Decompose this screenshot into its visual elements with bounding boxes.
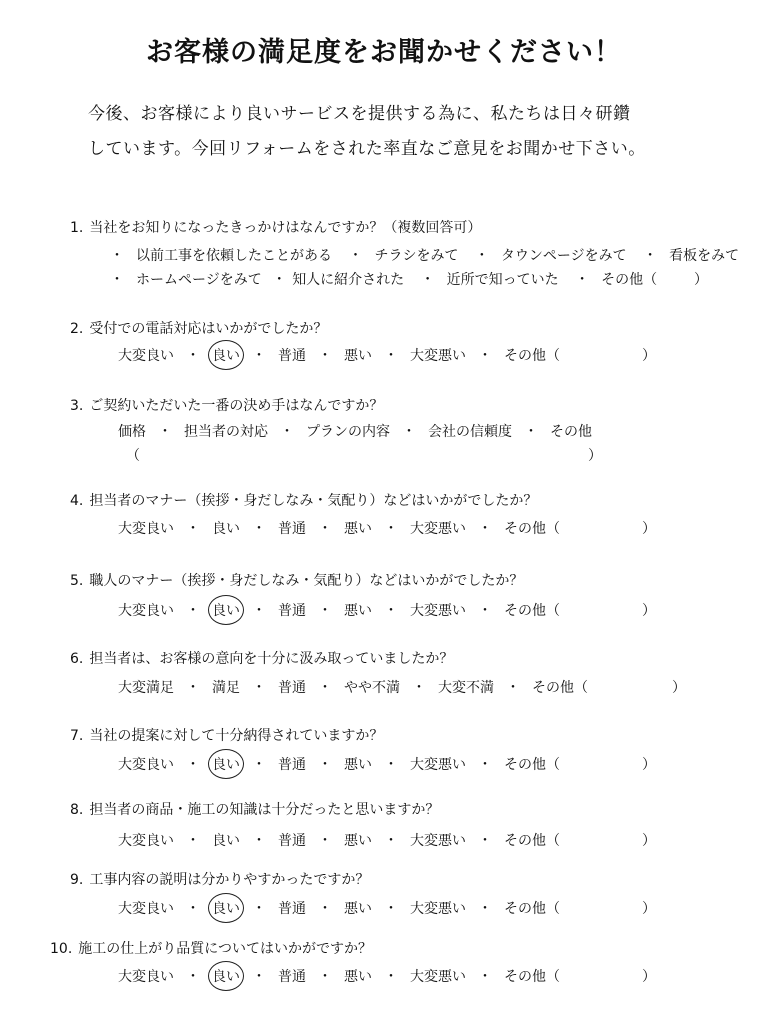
option-radio[interactable]: 大変悪い bbox=[410, 833, 466, 849]
paren-close: ） bbox=[642, 603, 656, 619]
option-other[interactable]: その他 bbox=[550, 424, 592, 440]
option-radio[interactable]: 普通 bbox=[278, 833, 306, 849]
question-text: 施工の仕上がり品質についてはいかがですか？ bbox=[78, 941, 372, 957]
option-radio[interactable]: 悪い bbox=[344, 833, 372, 849]
option-radio[interactable]: 良い bbox=[212, 521, 240, 537]
question-text: 担当者の商品・施工の知識は十分だったと思いますか？ bbox=[89, 802, 440, 818]
option-checkbox[interactable]: 看板をみて bbox=[669, 248, 740, 264]
question-number: 3. bbox=[70, 398, 84, 414]
question-number: 4. bbox=[70, 493, 84, 509]
option-radio[interactable]: 普通 bbox=[278, 603, 306, 619]
paren-close: ） bbox=[694, 272, 708, 288]
option-radio[interactable]: 大変悪い bbox=[410, 757, 466, 773]
option-radio[interactable]: 良い bbox=[212, 833, 240, 849]
option-radio[interactable]: 大変良い bbox=[118, 348, 174, 364]
option-checkbox-selected[interactable]: 担当者の対応 bbox=[184, 424, 268, 440]
option-radio[interactable]: 悪い bbox=[344, 757, 372, 773]
question-6 bbox=[70, 648, 453, 668]
question-text: 工事内容の説明は分かりやすかったですか？ bbox=[89, 872, 370, 888]
option-checkbox[interactable]: タウンページをみて bbox=[500, 248, 627, 264]
paren-close: ） bbox=[588, 448, 602, 464]
option-radio[interactable]: 大変良い bbox=[118, 901, 174, 917]
question-5 bbox=[70, 570, 523, 590]
question-number: 8. bbox=[70, 802, 84, 818]
option-radio[interactable]: 普通 bbox=[278, 680, 306, 696]
option-radio[interactable]: 悪い bbox=[344, 603, 372, 619]
option-radio[interactable]: 大変悪い bbox=[410, 521, 466, 537]
option-checkbox[interactable]: 近所で知っていた bbox=[446, 272, 559, 288]
paren-open: （ bbox=[126, 448, 140, 464]
option-radio-selected[interactable]: 大変良い bbox=[118, 521, 174, 537]
question-number: 9. bbox=[70, 872, 84, 888]
question-3-options: 価格 ・ 担当者の対応 ・ プランの内容 ・ 会社の信頼度 ・ その他 bbox=[118, 421, 592, 441]
paren-close: ） bbox=[642, 833, 656, 849]
paren-close: ） bbox=[642, 969, 656, 985]
option-radio[interactable]: 大変良い bbox=[118, 757, 174, 773]
option-radio[interactable]: 普通 bbox=[278, 969, 306, 985]
question-10-options: 大変良い ・ 良い ・ 普通 ・ 悪い ・ 大変悪い ・ その他（ bbox=[118, 966, 560, 986]
question-text: ご契約いただいた一番の決め手はなんですか？ bbox=[89, 398, 384, 414]
question-number: 1. bbox=[70, 220, 84, 236]
option-radio[interactable]: 大変満足 bbox=[118, 680, 174, 696]
question-1-options-row-2: ・ ホームページをみて ・ 知人に紹介された ・ 近所で知っていた ・ その他（ bbox=[98, 269, 657, 289]
question-number: 10. bbox=[50, 941, 73, 957]
option-radio[interactable]: 大変良い bbox=[118, 603, 174, 619]
question-10 bbox=[50, 938, 372, 958]
paren-close: ） bbox=[642, 348, 656, 364]
option-radio[interactable]: 大変良い bbox=[118, 969, 174, 985]
question-1 bbox=[70, 217, 481, 237]
question-text: 受付での電話対応はいかがでしたか？ bbox=[89, 321, 328, 337]
question-4 bbox=[70, 490, 537, 510]
question-9 bbox=[70, 869, 369, 889]
intro-line-2: しています。今回リフォームをされた率直なご意見をお聞かせ下さい。 bbox=[88, 139, 646, 159]
question-number: 6. bbox=[70, 651, 84, 667]
question-8 bbox=[70, 799, 439, 819]
paren-close: ） bbox=[642, 521, 656, 537]
question-9-options: 大変良い ・ 良い ・ 普通 ・ 悪い ・ 大変悪い ・ その他（ bbox=[118, 898, 560, 918]
option-radio[interactable]: 普通 bbox=[278, 901, 306, 917]
question-text: 担当者は、お客様の意向を十分に汲み取っていましたか？ bbox=[89, 651, 454, 667]
option-radio-selected[interactable]: 良い bbox=[212, 754, 240, 774]
option-other[interactable]: その他（ bbox=[532, 680, 588, 696]
question-number: 5. bbox=[70, 573, 84, 589]
option-radio[interactable]: 普通 bbox=[278, 757, 306, 773]
question-2-options: 大変良い ・ 良い ・ 普通 ・ 悪い ・ 大変悪い ・ その他（ bbox=[118, 345, 560, 365]
question-1-options-row-1: ・ 以前工事を依頼したことがある ・ チラシをみて ・ タウンページをみて ・ 看板をみて bbox=[98, 245, 739, 265]
option-checkbox[interactable]: 知人に紹介された bbox=[292, 272, 405, 288]
option-radio[interactable]: 大変悪い bbox=[410, 603, 466, 619]
option-other[interactable]: その他（ bbox=[504, 521, 560, 537]
question-text: 職人のマナー（挨拶・身だしなみ・気配り）などはいかがでしたか？ bbox=[89, 573, 524, 589]
option-radio[interactable]: 大変悪い bbox=[410, 969, 466, 985]
option-radio[interactable]: 普通 bbox=[278, 348, 306, 364]
question-2 bbox=[70, 318, 327, 338]
intro-line-1: 今後、お客様により良いサービスを提供する為に、私たちは日々研鑽 bbox=[88, 104, 631, 124]
page-title: お客様の満足度をお聞かせください！ bbox=[146, 37, 622, 68]
question-text: 担当者のマナー（挨拶・身だしなみ・気配り）などはいかがでしたか？ bbox=[89, 493, 538, 509]
question-6-options: 大変満足 ・ 満足 ・ 普通 ・ やや不満 ・ 大変不満 ・ その他（ bbox=[118, 677, 588, 697]
option-other[interactable]: その他（ bbox=[504, 969, 560, 985]
question-4-options: 大変良い ・ 良い ・ 普通 ・ 悪い ・ 大変悪い ・ その他（ bbox=[118, 518, 560, 538]
question-3 bbox=[70, 395, 383, 415]
option-checkbox[interactable]: 会社の信頼度 bbox=[428, 424, 512, 440]
option-other[interactable]: その他（ bbox=[504, 603, 560, 619]
option-other[interactable]: その他（ bbox=[504, 348, 560, 364]
option-radio-selected[interactable]: 大変良い bbox=[118, 833, 174, 849]
paren-close: ） bbox=[672, 680, 686, 696]
option-checkbox[interactable]: チラシをみて bbox=[374, 248, 459, 264]
option-radio[interactable]: 普通 bbox=[278, 521, 306, 537]
option-radio[interactable]: 悪い bbox=[344, 348, 372, 364]
question-5-options: 大変良い ・ 良い ・ 普通 ・ 悪い ・ 大変悪い ・ その他（ bbox=[118, 600, 560, 620]
option-other[interactable]: その他（ bbox=[601, 272, 658, 288]
paren-close: ） bbox=[642, 757, 656, 773]
option-radio[interactable]: 大変悪い bbox=[410, 348, 466, 364]
question-number: 2. bbox=[70, 321, 84, 337]
option-checkbox[interactable]: 以前工事を依頼したことがある bbox=[136, 248, 332, 264]
question-text: 当社をお知りになったきっかけはなんですか？（複数回答可） bbox=[89, 220, 482, 236]
option-radio[interactable]: 悪い bbox=[344, 969, 372, 985]
option-radio[interactable]: 大変不満 bbox=[438, 680, 494, 696]
option-radio-selected[interactable]: 良い bbox=[212, 600, 240, 620]
option-checkbox[interactable]: 価格 bbox=[118, 424, 146, 440]
question-text: 当社の提案に対して十分納得されていますか？ bbox=[89, 728, 384, 744]
option-other[interactable]: その他（ bbox=[504, 833, 560, 849]
option-radio-selected[interactable]: 満足 bbox=[212, 680, 240, 696]
option-radio-selected[interactable]: 良い bbox=[212, 898, 240, 918]
question-7-options: 大変良い ・ 良い ・ 普通 ・ 悪い ・ 大変悪い ・ その他（ bbox=[118, 754, 560, 774]
option-radio[interactable]: 大変悪い bbox=[410, 901, 466, 917]
option-checkbox-selected[interactable]: プランの内容 bbox=[306, 424, 390, 440]
option-other[interactable]: その他（ bbox=[504, 757, 560, 773]
paren-close: ） bbox=[642, 901, 656, 917]
option-radio-selected[interactable]: 良い bbox=[212, 966, 240, 986]
option-other[interactable]: その他（ bbox=[504, 901, 560, 917]
option-radio[interactable]: やや不満 bbox=[344, 680, 400, 696]
option-radio-selected[interactable]: 良い bbox=[212, 345, 240, 365]
question-7 bbox=[70, 725, 383, 745]
question-8-options: 大変良い ・ 良い ・ 普通 ・ 悪い ・ 大変悪い ・ その他（ bbox=[118, 830, 560, 850]
option-radio[interactable]: 悪い bbox=[344, 901, 372, 917]
question-number: 7. bbox=[70, 728, 84, 744]
option-radio[interactable]: 悪い bbox=[344, 521, 372, 537]
option-checkbox[interactable]: ホームページをみて bbox=[136, 272, 262, 288]
